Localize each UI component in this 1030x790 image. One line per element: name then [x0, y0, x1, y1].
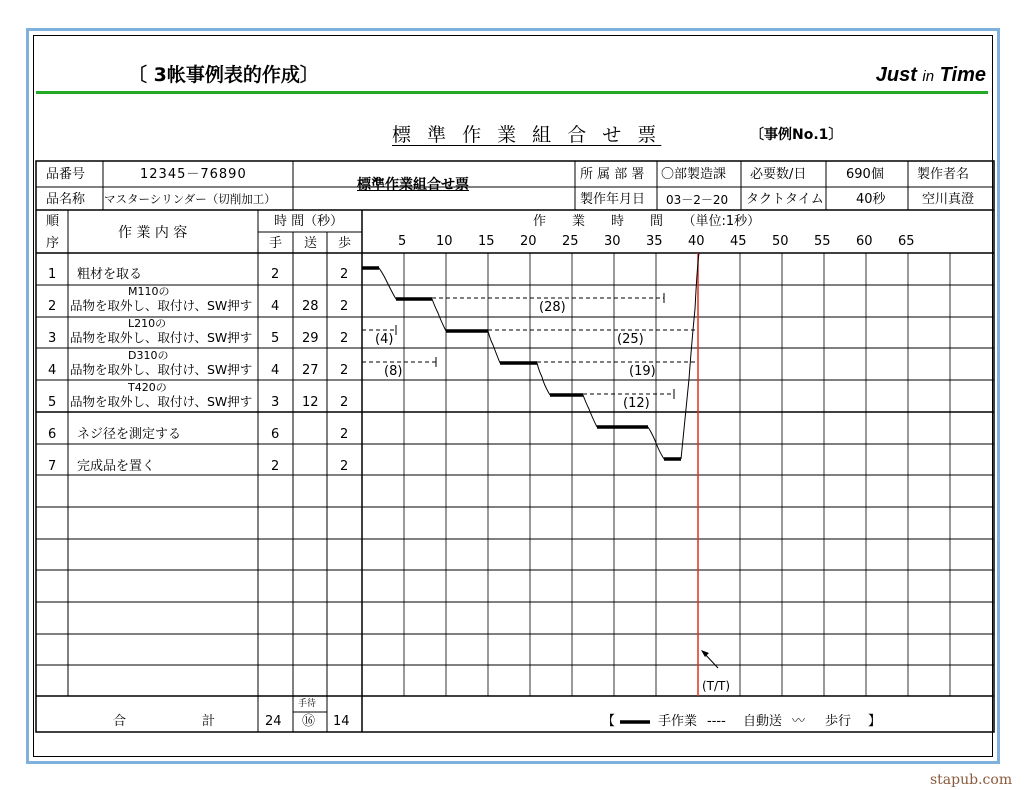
row-manual: 6	[271, 427, 280, 442]
row-walk: 2	[340, 395, 349, 410]
tick-label: 5	[398, 234, 407, 249]
tt-arrowhead	[701, 650, 709, 657]
tick-label: 35	[646, 234, 663, 249]
total-label-a: 合	[113, 714, 127, 729]
takt-time-label: (T/T)	[702, 679, 731, 693]
row-no: 7	[48, 459, 57, 474]
row-sub: T420の	[128, 381, 167, 394]
brand-in: in	[922, 68, 935, 85]
tick-label: 10	[436, 234, 453, 249]
auto-time-label: (28)	[539, 300, 566, 315]
walking-lines	[379, 253, 699, 459]
required-label: 必要数/日	[750, 167, 807, 182]
manual-header: 手	[269, 236, 283, 251]
total-wait-label: 手待	[298, 699, 317, 709]
tick-label: 30	[604, 234, 621, 249]
example-number: 〔事例No.1〕	[750, 127, 843, 143]
dept-value: 〇部製造課	[661, 167, 727, 182]
row-sub: D310の	[128, 349, 169, 362]
total-label-b: 計	[202, 714, 216, 729]
auto-time-label: (12)	[623, 396, 650, 411]
row-manual: 4	[271, 363, 280, 378]
row-walk: 2	[340, 363, 349, 378]
tick-label: 20	[520, 234, 537, 249]
auto-header: 送	[304, 236, 318, 251]
row-walk: 2	[340, 459, 349, 474]
brand-time: Time	[939, 64, 986, 86]
row-manual: 4	[271, 299, 280, 314]
legend-manual: 手作業	[658, 714, 698, 729]
row-desc: 品物を取外し、取付け、SW押す	[70, 362, 253, 377]
row-manual: 5	[271, 331, 280, 346]
seq-header-1: 順	[46, 214, 60, 229]
row-manual: 2	[271, 459, 280, 474]
row-no: 3	[48, 331, 57, 346]
part-name-label: 品名称	[46, 192, 86, 207]
legend-close: 】	[868, 714, 882, 729]
row-desc: 品物を取外し、取付け、SW押す	[70, 330, 253, 345]
tick-label: 55	[814, 234, 831, 249]
row-auto: 27	[302, 363, 319, 378]
date-label: 製作年月日	[580, 192, 646, 207]
dept-label: 所 属 部 署	[580, 167, 645, 182]
watermark: stapub.com	[930, 772, 1013, 788]
row-walk: 2	[340, 299, 349, 314]
legend-walk: 歩行	[825, 714, 852, 729]
total-manual: 24	[265, 714, 282, 729]
row-no: 6	[48, 427, 57, 442]
row-walk: 2	[340, 267, 349, 282]
takt-label: タクトタイム	[746, 192, 824, 207]
total-wait: ⑯	[302, 714, 316, 729]
auto-time-label: (4)	[375, 332, 394, 347]
table-border	[36, 161, 994, 732]
legend-auto-dash: ----	[707, 714, 726, 729]
maker-value: 空川真澄	[922, 192, 975, 207]
walk-header: 歩	[338, 236, 352, 251]
center-title: 標準作業組合せ票	[357, 177, 469, 193]
content-header: 作 業 内 容	[118, 225, 188, 241]
auto-time-label: (8)	[384, 364, 403, 379]
sheet-title: 標 準 作 業 組 合 せ 票	[392, 124, 662, 146]
page-heading: 〔 3帐事例表的作成〕	[128, 64, 319, 86]
row-desc: 品物を取外し、取付け、SW押す	[70, 298, 253, 313]
part-name-value: マスターシリンダー（切削加工）	[104, 192, 276, 206]
row-manual: 3	[271, 395, 280, 410]
row-no: 5	[48, 395, 57, 410]
legend-walk-symbol: 〰	[792, 714, 806, 729]
tick-label: 50	[772, 234, 789, 249]
seq-header-2: 序	[46, 236, 60, 251]
chart-header: 作 業 時 間 （単位:1秒）	[533, 214, 761, 229]
takt-value: 40秒	[856, 192, 886, 207]
row-desc: 粗材を取る	[77, 267, 143, 282]
row-no: 2	[48, 299, 57, 314]
tick-label: 65	[898, 234, 915, 249]
row-auto: 28	[302, 299, 319, 314]
tick-label: 45	[730, 234, 747, 249]
required-value: 690個	[846, 167, 884, 182]
row-desc: 品物を取外し、取付け、SW押す	[70, 394, 253, 409]
row-walk: 2	[340, 331, 349, 346]
legend-open: 【	[602, 714, 616, 729]
brand-just: Just	[875, 64, 917, 86]
row-sub: L210の	[128, 317, 167, 330]
auto-time-label: (19)	[629, 364, 656, 379]
legend-auto: 自動送	[743, 714, 783, 729]
part-no-value: 12345－76890	[140, 167, 247, 182]
row-no: 1	[48, 267, 57, 282]
tick-label: 25	[562, 234, 579, 249]
tick-label: 40	[688, 234, 705, 249]
row-auto: 12	[302, 395, 319, 410]
row-sub: M110の	[128, 285, 170, 298]
row-desc: 完成品を置く	[77, 459, 156, 474]
row-no: 4	[48, 363, 57, 378]
row-manual: 2	[271, 267, 280, 282]
row-desc: ネジ径を測定する	[77, 427, 182, 442]
time-header: 時 間（秒）	[274, 214, 344, 229]
tick-label: 15	[478, 234, 495, 249]
auto-time-label: (25)	[617, 332, 644, 347]
maker-label: 製作者名	[917, 167, 970, 182]
row-auto: 29	[302, 331, 319, 346]
total-walk: 14	[333, 714, 350, 729]
part-no-label: 品番号	[46, 167, 86, 182]
tick-label: 60	[856, 234, 873, 249]
row-walk: 2	[340, 427, 349, 442]
date-value: 03－2－20	[666, 193, 729, 207]
